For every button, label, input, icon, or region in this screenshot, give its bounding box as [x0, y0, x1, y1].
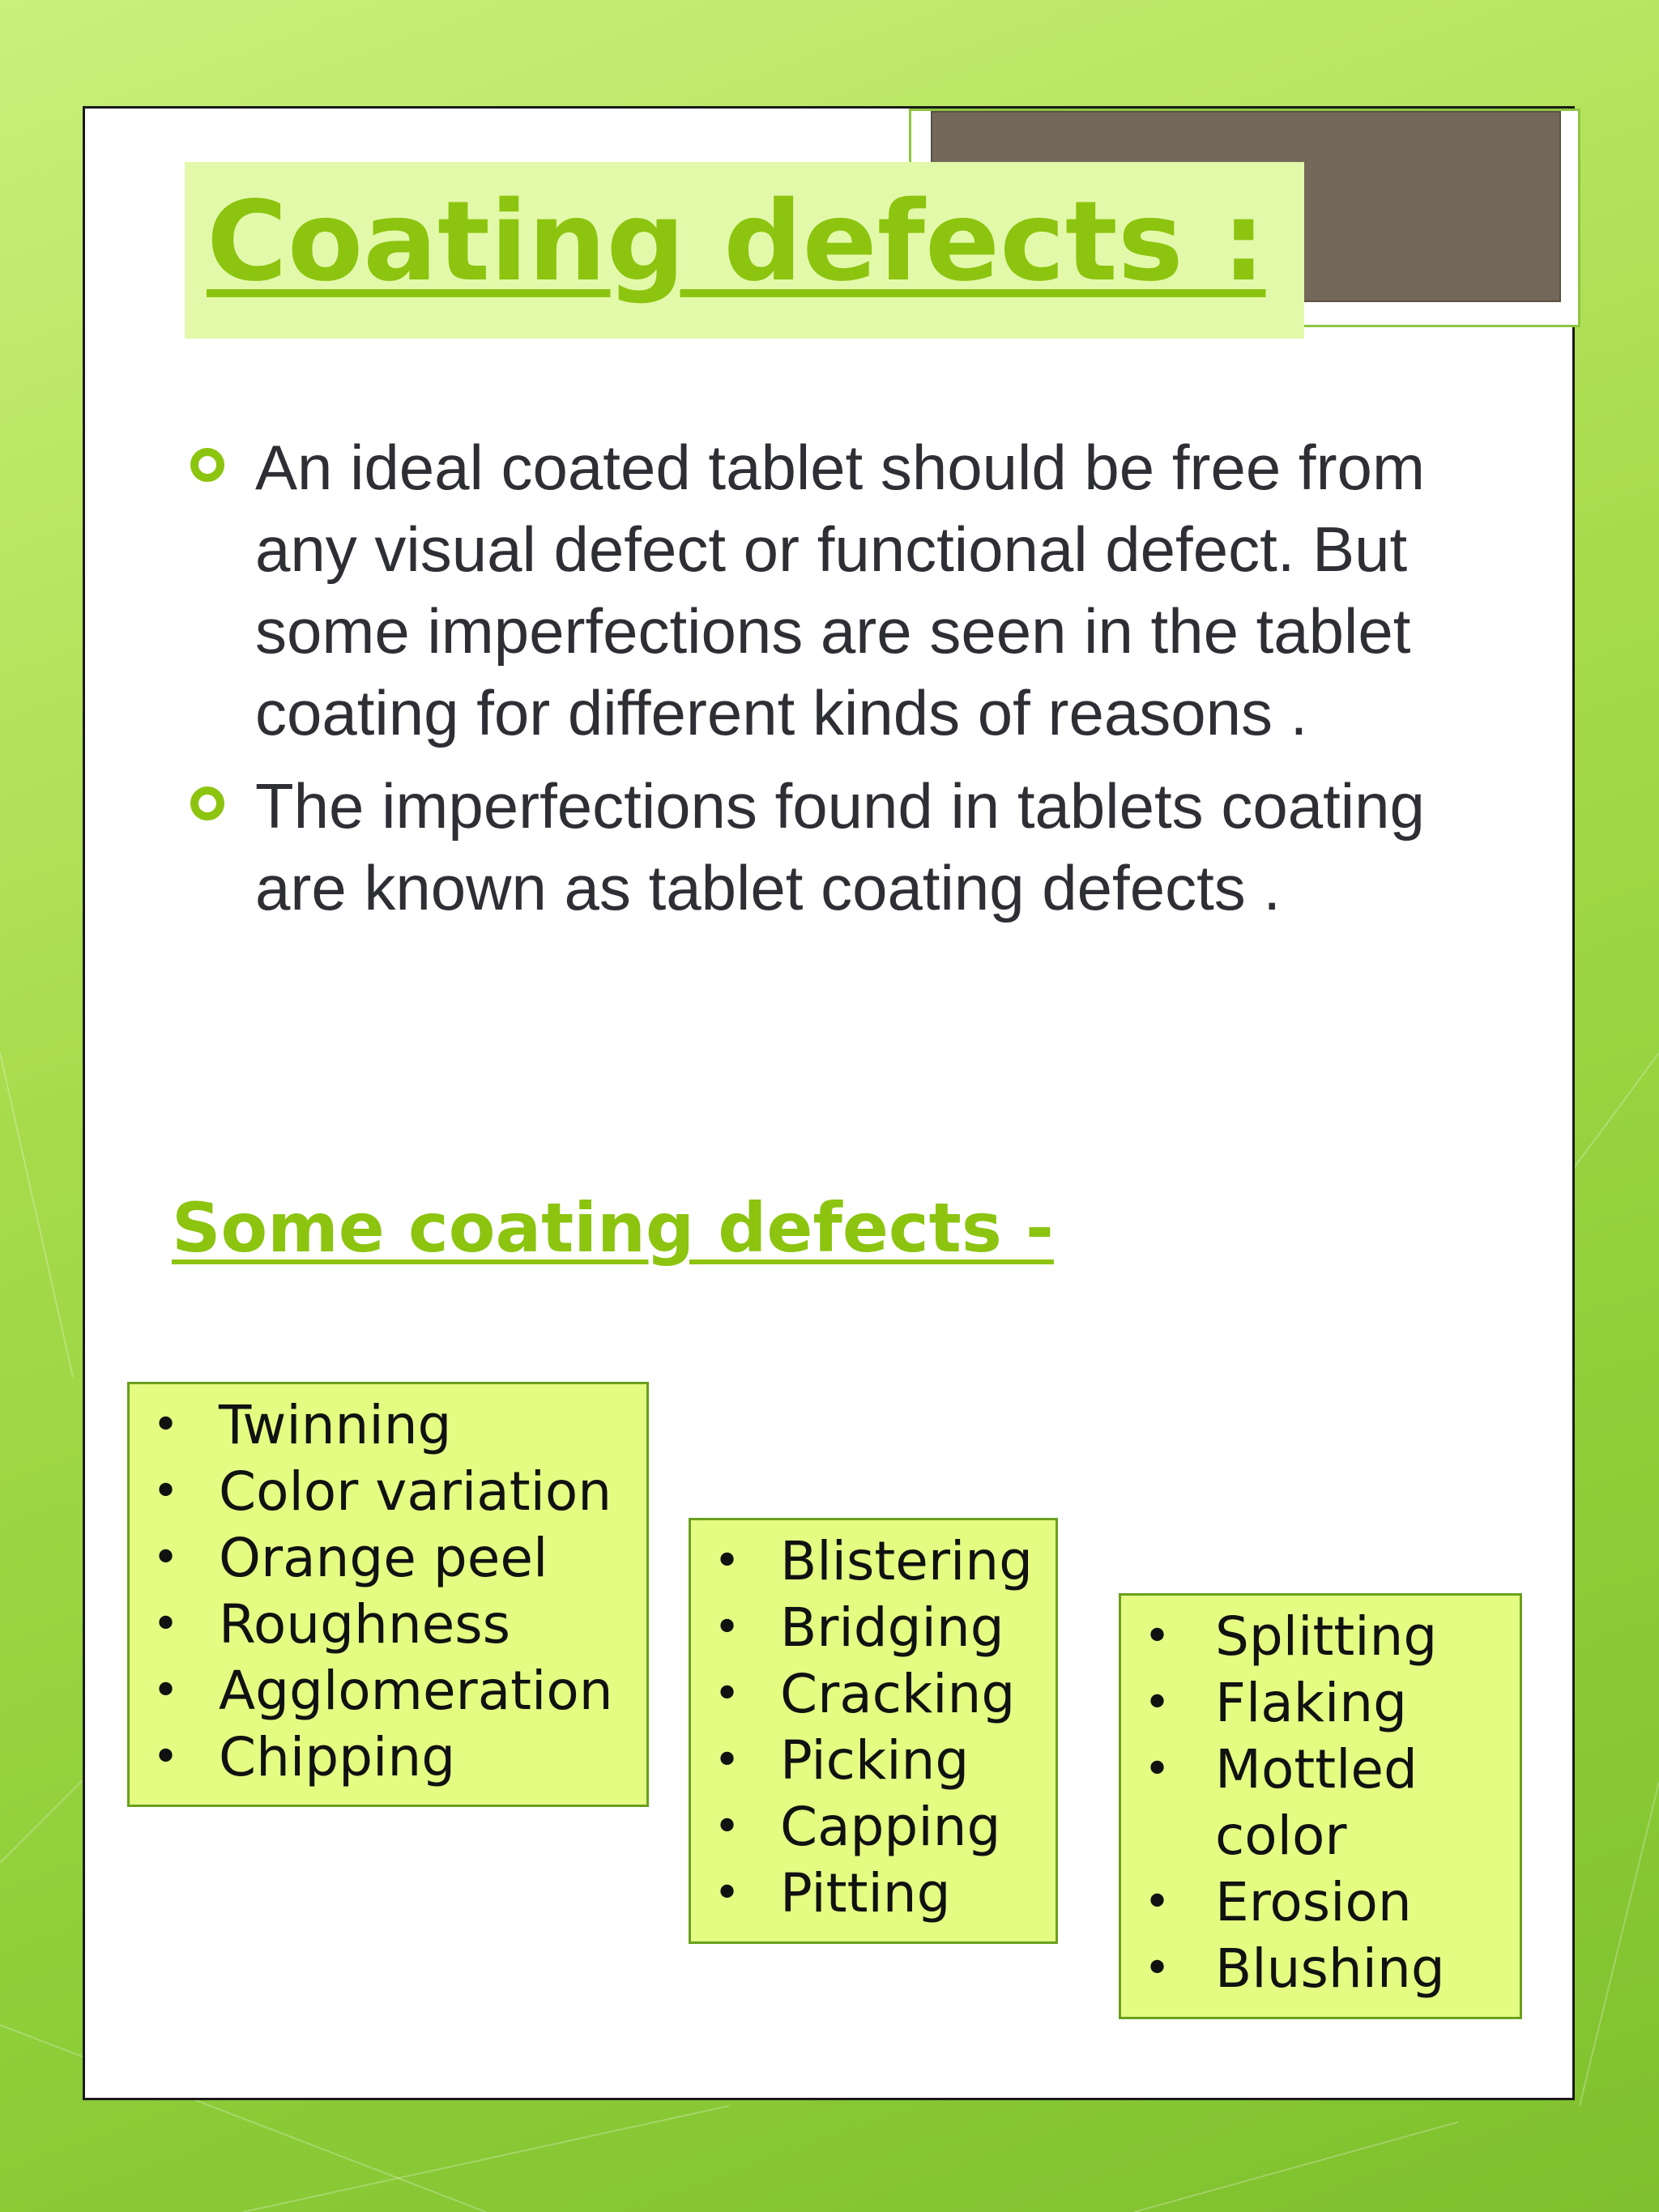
slide-title: Coating defects : [207, 178, 1266, 306]
defects-subheading: Some coating defects - [172, 1188, 1054, 1268]
defect-item: • Chipping [130, 1724, 646, 1791]
ring-bullet-icon [190, 448, 224, 482]
bullet-text: An ideal coated tablet should be free from any visual defect or functional defect. But some imperfections are seen in the tablet coating for different kinds of reasons . [255, 432, 1425, 748]
defect-item: • Color variation [130, 1459, 646, 1525]
defect-list-box-2 [689, 1518, 1058, 1944]
defect-item: • Cracking [691, 1661, 1056, 1728]
defect-item: • Blushing [1121, 1936, 1520, 2002]
defect-item: • Picking [691, 1728, 1056, 1794]
defect-item: • Twinning [130, 1392, 646, 1459]
defect-item: • Orange peel [130, 1525, 646, 1592]
defect-item: • Mottled color [1121, 1737, 1520, 1869]
defect-item: • Roughness [130, 1592, 646, 1658]
defect-item: • Erosion [1121, 1869, 1520, 1936]
bullet-list [190, 427, 1454, 940]
defect-item: • Agglomeration [130, 1658, 646, 1724]
bullet-item [190, 427, 1454, 754]
defect-item: • Blistering [691, 1528, 1056, 1595]
defect-list-box-1 [127, 1382, 649, 1807]
defect-item: • Bridging [691, 1595, 1056, 1661]
bullet-text: The imperfections found in tablets coating are known as tablet coating defects . [255, 770, 1425, 923]
bullet-item [190, 765, 1454, 929]
defect-item: • Splitting [1121, 1604, 1520, 1670]
defect-list-box-3 [1119, 1593, 1522, 2019]
defect-item: • Capping [691, 1794, 1056, 1860]
defect-item: • Flaking [1121, 1670, 1520, 1737]
ring-bullet-icon [190, 786, 224, 820]
defect-item: • Pitting [691, 1860, 1056, 1927]
